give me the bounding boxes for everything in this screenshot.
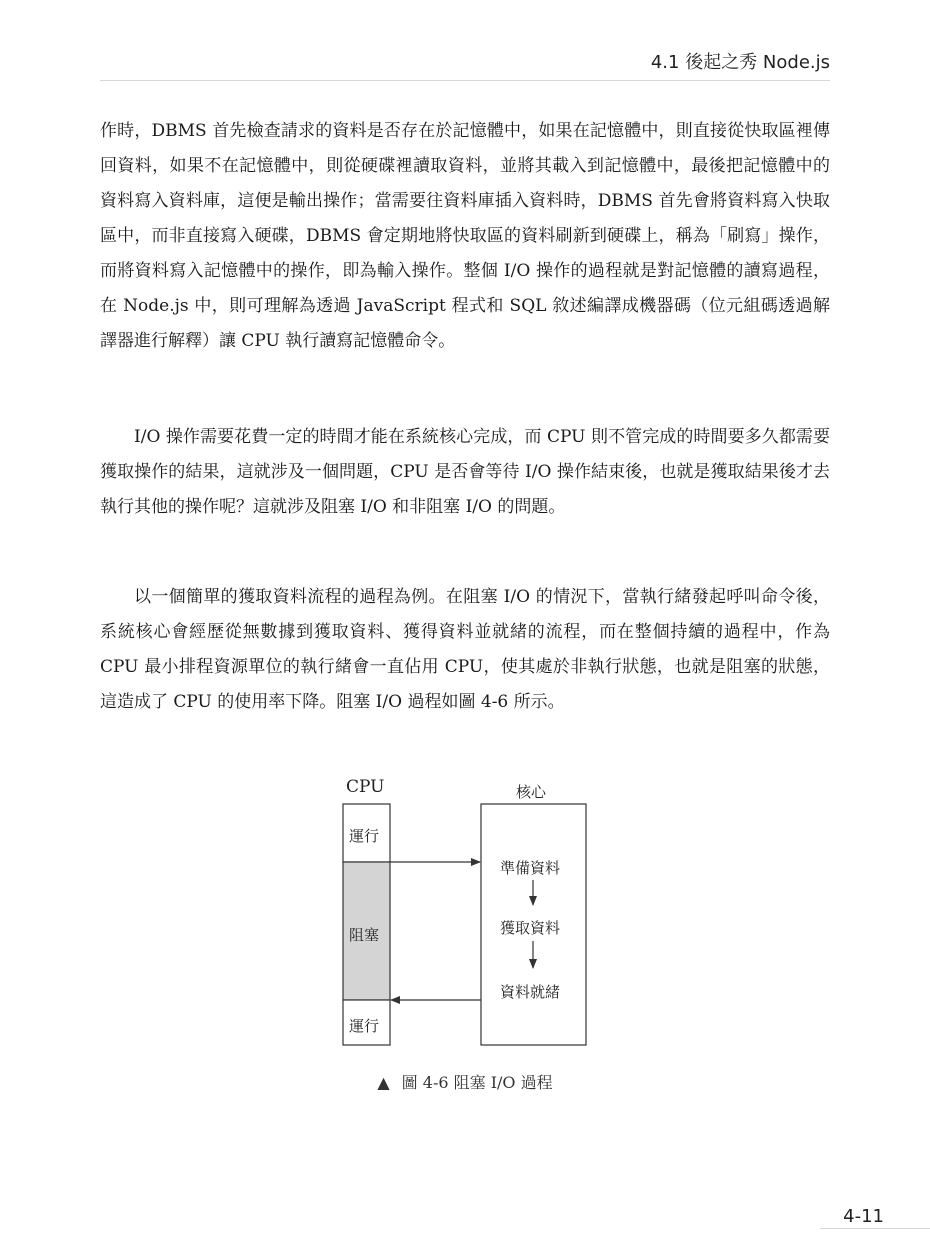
kernel-step-ready: 資料就緒: [500, 983, 561, 1001]
figure-caption-text: 圖 4-6 阻塞 I/O 過程: [401, 1073, 553, 1092]
triangle-marker-icon: ▲: [377, 1073, 390, 1092]
paragraph-1: 作時，DBMS 首先檢查請求的資料是否存在於記憶體中，如果在記憶體中，則直接從快取區裡傳回資料，如果不在記憶體中，則從硬碟裡讀取資料，並將其載入到記憶體中，最後把記憶體中的資料寫入資料庫，這便是輸出操作；當需要往資料庫插入資料時，DBMS 首先會將資料寫入快取區中，而非直接寫入硬碟，DBMS 會定期地將快取區的資料刷新到硬碟上，稱為「刷寫」操作，而將資料寫入記憶體中的操作，即為輸入操作。整個 I/O 操作的過程就是對記憶體的讀寫過程，在 Node.js 中，則可理解為透過 JavaScript 程式和 SQL 敘述編譯成機器碼（位元組碼透過解譯器進行解釋）讓 CPU 執行讀寫記憶體命令。: [100, 121, 830, 351]
kernel-label: 核心: [516, 783, 547, 801]
cpu-state-label-blocked: 阻塞: [349, 926, 380, 944]
footer-divider: [820, 1228, 930, 1229]
paragraph-2: I/O 操作需要花費一定的時間才能在系統核心完成，而 CPU 則不管完成的時間要多久都需要獲取操作的結果，這就涉及一個問題，CPU 是否會等待 I/O 操作結束後，也就是獲取結果後才去執行其他的操作呢？這就涉及阻塞 I/O 和非阻塞 I/O 的問題。: [100, 427, 830, 517]
page-number: 4-11: [843, 1206, 884, 1227]
cpu-state-label-running-1: 運行: [349, 827, 380, 845]
section-title: 4.1 後起之秀 Node.js: [650, 52, 830, 73]
paragraph-3: 以一個簡單的獲取資料流程的過程為例。在阻塞 I/O 的情況下，當執行緒發起呼叫命令後，系統核心會經歷從無數據到獲取資料、獲得資料並就緒的流程，而在整個持續的過程中，作為 CPU 最小排程資源單位的執行緒會一直佔用 CPU，使其處於非執行狀態，也就是阻塞的狀態，這造成了 CPU 的使用率下降。阻塞 I/O 過程如圖 4-6 所示。: [100, 587, 830, 712]
figure-caption: [0, 1070, 930, 1093]
kernel-step-prepare: 準備資料: [500, 859, 561, 877]
cpu-state-label-running-2: 運行: [349, 1017, 380, 1035]
kernel-step-fetch: 獲取資料: [500, 919, 561, 937]
cpu-label: CPU: [346, 777, 385, 797]
